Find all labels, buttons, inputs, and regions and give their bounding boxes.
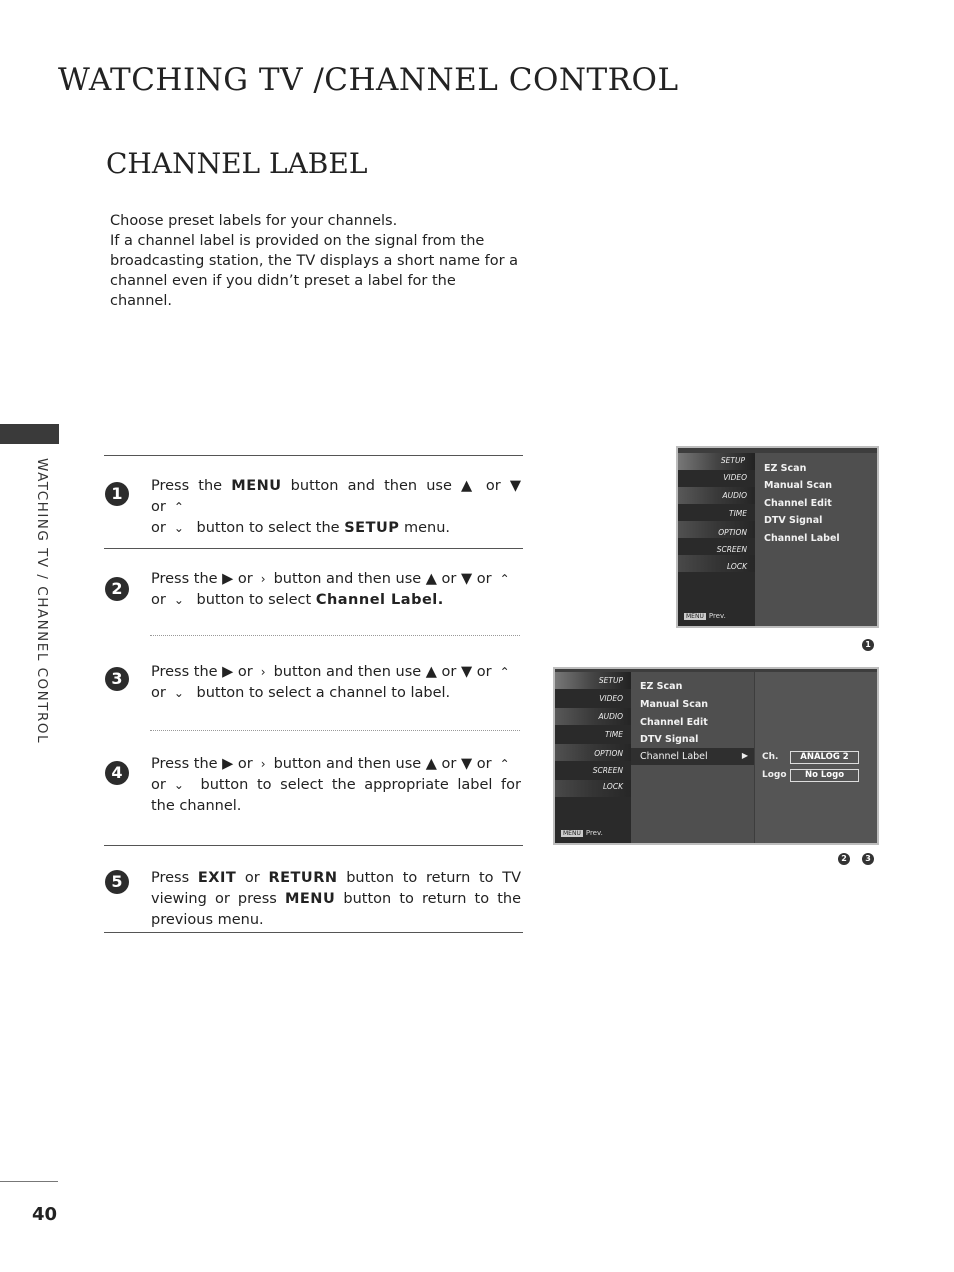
- channel-label-key: Channel Label.: [315, 592, 444, 608]
- intro-line-1: Choose preset labels for your channels.: [110, 213, 398, 229]
- callout-marker-1: 1: [862, 639, 874, 651]
- step-divider: [104, 455, 523, 456]
- menu-side-setup: SETUP: [598, 676, 623, 685]
- menu-sidebar: [678, 453, 755, 626]
- step-1-number: 1: [105, 482, 129, 506]
- right-icon: ›: [260, 572, 266, 586]
- menu-side-setup: SETUP: [720, 456, 745, 465]
- up-icon: ⌃: [499, 572, 510, 586]
- step-1-text: Press the MENU button and then use ▲ or ▼ or ⌃ or ⌄ button to select the SETUP menu.: [151, 478, 522, 536]
- prev-hint: MENU Prev.: [686, 612, 726, 620]
- step-dotted-divider: [150, 635, 520, 636]
- return-key: RETURN: [268, 870, 338, 886]
- menu-item-channel-label: Channel Label: [764, 533, 840, 544]
- callout-marker-3: 3: [862, 853, 874, 865]
- intro-line-2: If a channel label is provided on the signal from the broadcasting station, the TV displays a short name for a channel even if you didn’t preset a label for the channel.: [110, 233, 519, 309]
- right-icon: ›: [260, 665, 266, 679]
- step-4-number: 4: [105, 761, 129, 785]
- menu-item-channel-label-selected: [631, 748, 754, 765]
- setup-menu-screen: [676, 446, 879, 628]
- step-divider: [104, 932, 523, 933]
- menu-side-audio: AUDIO: [722, 491, 747, 500]
- up-icon: ⌃: [173, 500, 184, 514]
- menu-side-video: VIDEO: [599, 694, 623, 703]
- menu-side-time: TIME: [604, 730, 623, 739]
- step-divider: [104, 845, 523, 846]
- down-icon: ⌄: [173, 778, 184, 792]
- section-title: CHANNEL LABEL: [106, 147, 368, 180]
- menu-key: MENU: [284, 891, 336, 907]
- menu-item-manual-scan: Manual Scan: [764, 480, 833, 491]
- menu-key-icon: MENU: [563, 830, 581, 837]
- step-5-number: 5: [105, 870, 129, 894]
- menu-side-option: OPTION: [594, 749, 623, 758]
- menu-item-dtv-signal: DTV Signal: [764, 515, 823, 526]
- menu-item-ez-scan: EZ Scan: [764, 463, 807, 474]
- menu-side-screen: SCREEN: [592, 766, 623, 775]
- logo-field-label: Logo: [762, 770, 787, 780]
- menu-sidebar: [555, 672, 631, 843]
- submenu-arrow-icon: ▶: [741, 751, 748, 760]
- side-chapter-label: WATCHING TV / CHANNEL CONTROL: [34, 458, 50, 745]
- step-2-text: Press the ▶ or › button and then use ▲ or ▼ or ⌃ or ⌄ button to select Channel Label.: [151, 569, 521, 611]
- down-icon: ⌄: [173, 593, 184, 607]
- menu-side-time: TIME: [728, 509, 747, 518]
- page-header-title: WATCHING TV /CHANNEL CONTROL: [58, 62, 679, 98]
- menu-side-video: VIDEO: [723, 473, 747, 482]
- menu-main-panel: [631, 672, 754, 843]
- step-3-number: 3: [105, 667, 129, 691]
- menu-side-lock: LOCK: [602, 782, 623, 791]
- callout-marker-2: 2: [838, 853, 850, 865]
- menu-key: MENU: [231, 478, 282, 494]
- down-icon: ⌄: [173, 686, 184, 700]
- menu-side-lock: LOCK: [726, 562, 747, 571]
- setup-key: SETUP: [344, 520, 400, 536]
- step-5-text: Press EXIT or RETURN button to return to TV viewing or press MENU button to return to the previous menu.: [151, 870, 522, 928]
- menu-side-audio: AUDIO: [598, 712, 623, 721]
- channel-label-screen: [553, 667, 879, 845]
- page-number-rule: [0, 1181, 58, 1182]
- menu-item-channel-edit: Channel Edit: [764, 498, 832, 509]
- down-icon: ⌄: [173, 521, 184, 535]
- menu-item-ez-scan: EZ Scan: [640, 681, 683, 692]
- menu-item-channel-edit: Channel Edit: [640, 717, 708, 728]
- up-icon: ⌃: [499, 665, 510, 679]
- menu-main-panel: [755, 453, 877, 626]
- step-3-text: Press the ▶ or › button and then use ▲ or ▼ or ⌃ or ⌄ button to select a channel to label.: [151, 662, 521, 704]
- menu-key-icon: MENU: [686, 613, 704, 620]
- step-dotted-divider: [150, 730, 520, 731]
- up-icon: ⌃: [499, 757, 510, 771]
- channel-label-panel: [755, 672, 877, 843]
- menu-side-screen: SCREEN: [716, 545, 747, 554]
- menu-item-manual-scan: Manual Scan: [640, 699, 709, 710]
- right-icon: ›: [260, 757, 266, 771]
- side-tab-marker: [0, 424, 59, 444]
- page-number: 40: [32, 1204, 58, 1225]
- exit-key: EXIT: [197, 870, 237, 886]
- menu-side-option: OPTION: [718, 528, 747, 537]
- menu-item-dtv-signal: DTV Signal: [640, 734, 699, 745]
- channel-value: ANALOG 2: [790, 751, 859, 764]
- step-4-text: Press the ▶ or › button and then use ▲ or ▼ or ⌃ or ⌄ button to select the appropriate label for the channel.: [151, 756, 521, 814]
- step-2-number: 2: [105, 577, 129, 601]
- prev-hint: MENU Prev.: [563, 829, 603, 837]
- channel-field-label: Ch.: [762, 752, 779, 762]
- intro-text: [110, 211, 520, 311]
- logo-value: No Logo: [790, 769, 859, 782]
- menu-item-channel-label: Channel Label: [640, 751, 708, 762]
- step-divider: [104, 548, 523, 549]
